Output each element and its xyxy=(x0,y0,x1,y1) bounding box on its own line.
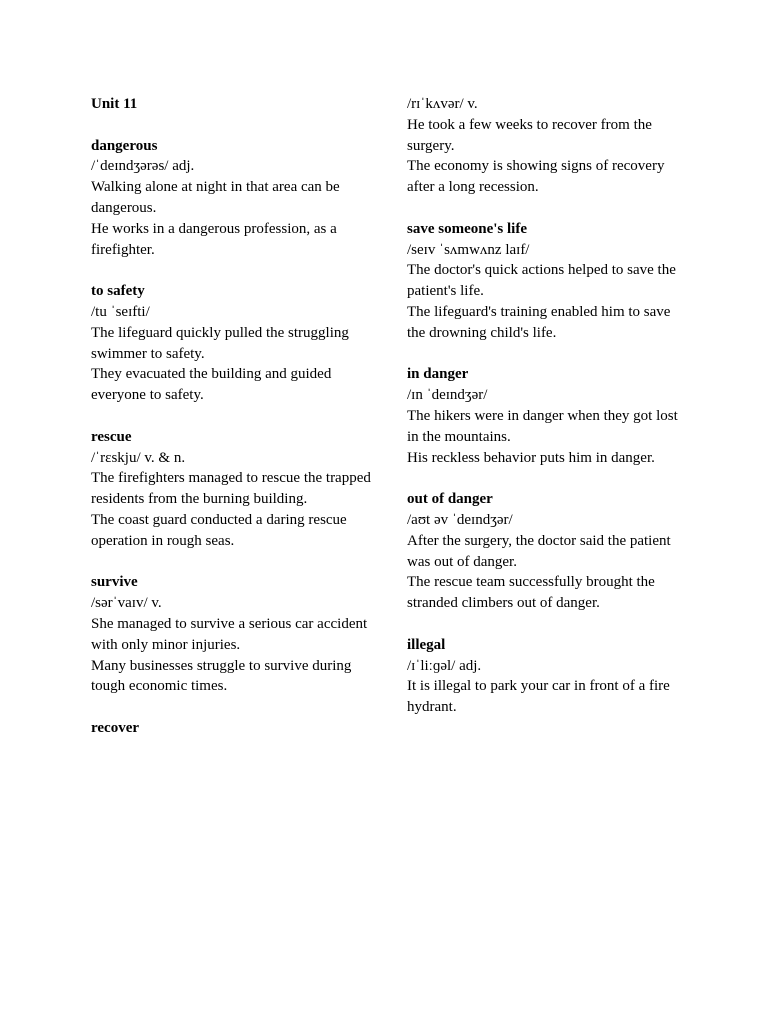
right-column xyxy=(407,94,692,718)
entry-example: He works in a dangerous profession, as a firefighter. xyxy=(91,220,337,258)
unit-title: Unit 11 xyxy=(91,96,138,112)
left-column xyxy=(91,94,376,739)
entry-pronunciation: /ˈrɛskju/ v. & n. xyxy=(91,449,186,466)
entry-pronunciation: /tu ˈseɪfti/ xyxy=(91,303,150,320)
entry-example: They evacuated the building and guided everyone to safety. xyxy=(91,366,332,404)
entry-to-safety xyxy=(91,281,376,406)
entry-example: His reckless behavior puts him in danger. xyxy=(407,449,655,466)
spacer xyxy=(407,198,692,219)
entry-example: Walking alone at night in that area can be dangerous. xyxy=(91,179,340,216)
entry-headword: survive xyxy=(91,574,138,591)
spacer xyxy=(91,260,376,281)
entry-example: The lifeguard's training enabled him to save the drowning child's life. xyxy=(407,303,671,341)
entry-pronunciation: /sərˈvaɪv/ v. xyxy=(91,595,162,612)
entry-pronunciation: /seɪv ˈsʌmwʌnz laɪf/ xyxy=(407,241,530,258)
spacer xyxy=(407,344,692,365)
entry-recover-continued xyxy=(407,94,692,198)
entry-example: The rescue team successfully brought the stranded climbers out of danger. xyxy=(407,574,655,612)
entry-pronunciation: /ɪˈliːɡəl/ adj. xyxy=(407,657,482,674)
entry-example: He took a few weeks to recover from the surgery. xyxy=(407,116,652,154)
entry-recover xyxy=(91,718,376,739)
entry-example: Many businesses struggle to survive during tough economic times. xyxy=(91,657,352,695)
entry-example: The economy is showing signs of recovery after a long recession. xyxy=(407,158,665,196)
entry-pronunciation: /ɪn ˈdeɪndʒər/ xyxy=(407,387,488,404)
entry-example: After the surgery, the doctor said the patient was out of danger. xyxy=(407,532,671,570)
entry-headword: in danger xyxy=(407,366,469,383)
entry-headword: out of danger xyxy=(407,491,493,508)
entry-example: The firefighters managed to rescue the trapped residents from the burning building. xyxy=(91,470,371,508)
spacer xyxy=(91,406,376,427)
entry-rescue xyxy=(91,427,376,552)
entry-survive xyxy=(91,572,376,697)
spacer xyxy=(91,115,376,136)
entry-headword: save someone's life xyxy=(407,220,527,237)
entry-out-of-danger xyxy=(407,489,692,614)
entry-pronunciation: /aʊt əv ˈdeɪndʒər/ xyxy=(407,511,513,528)
entry-pronunciation: /rɪˈkʌvər/ v. xyxy=(407,96,478,112)
entry-headword: to safety xyxy=(91,283,145,300)
entry-example: She managed to survive a serious car accident with only minor injuries. xyxy=(91,615,368,653)
entry-in-danger xyxy=(407,364,692,468)
entry-headword: illegal xyxy=(407,636,446,653)
entry-headword: rescue xyxy=(91,428,132,445)
entry-save-someones-life xyxy=(407,219,692,344)
spacer xyxy=(91,697,376,718)
spacer xyxy=(91,552,376,573)
entry-headword: dangerous xyxy=(91,137,158,154)
entry-example: It is illegal to park your car in front of a fire hydrant. xyxy=(407,678,670,716)
entry-example: The doctor's quick actions helped to save the patient's life. xyxy=(407,262,676,300)
entry-pronunciation: /ˈdeɪndʒərəs/ adj. xyxy=(91,158,195,175)
entry-example: The coast guard conducted a daring rescue operation in rough seas. xyxy=(91,511,347,549)
spacer xyxy=(407,614,692,635)
spacer xyxy=(407,468,692,489)
entry-dangerous xyxy=(91,136,376,261)
entry-headword: recover xyxy=(91,719,140,736)
entry-example: The hikers were in danger when they got lost in the mountains. xyxy=(407,407,678,445)
entry-illegal xyxy=(407,635,692,718)
entry-example: The lifeguard quickly pulled the struggling swimmer to safety. xyxy=(91,324,349,362)
